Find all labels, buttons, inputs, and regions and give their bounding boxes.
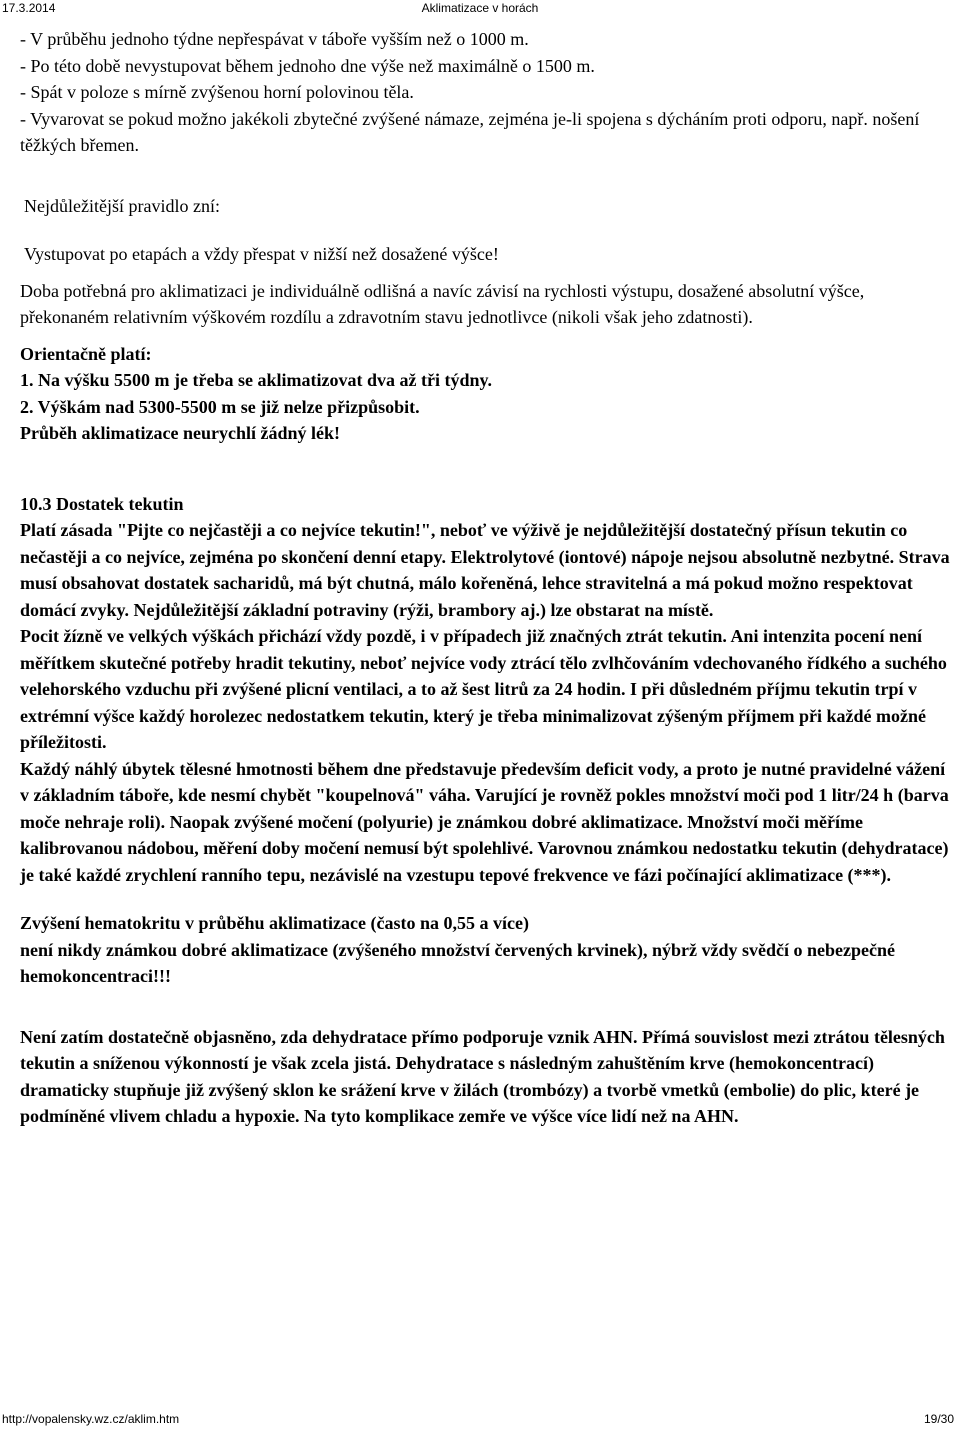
bullet-item: - Spát v poloze s mírně zvýšenou horní polovinou těla.: [20, 82, 414, 102]
orient-item: Průběh aklimatizace neurychlí žádný lék!: [20, 423, 340, 443]
rule-text: Vystupovat po etapách a vždy přespat v nižší než dosažené výšce!: [24, 244, 499, 264]
section-paragraph: Platí zásada "Pijte co nejčastěji a co nejvíce tekutin!", neboť ve výživě je nejdůležitější dostatečný přísun tekutin co nečastěji a co nejvíce, zejména po skončení denní etapy. Elektrolytové (iontové) nápoje nejsou absolutně nezbytné. Strava musí obsahovat dostatek sacharidů, má být chutná, málo kořeněná, lehce stravitelná a má pokud možno respektovat domácí zvyky. Nejdůležitější základní potraviny (rýži, brambory aj.) lze obstarat na místě.: [20, 520, 950, 620]
time-paragraph: Doba potřebná pro aklimatizaci je individuálně odlišná a navíc závisí na rychlosti výstupu, dosažené absolutní výšce, překonaném relativním výškovém rozdílu a zdravotním stavu jednotlivce (nikoli však jeho zdatnosti).: [20, 280, 865, 327]
hematocrit-text: není nikdy známkou dobré aklimatizace (zvýšeného množství červených krvinek), nýbrž vždy svědčí o nebezpečné hemokoncentraci!!!: [20, 939, 895, 986]
orient-item: 1. Na výšku 5500 m je třeba se aklimatizovat dva až tři týdny.: [20, 370, 492, 390]
hematocrit-heading: Zvýšení hematokritu v průběhu aklimatizace (často na 0,55 a více): [20, 913, 529, 933]
article-body: [20, 26, 950, 1130]
final-paragraph: Není zatím dostatečně objasněno, zda dehydratace přímo podporuje vznik AHN. Přímá souvislost mezi ztrátou tělesných tekutin a sníženou výkonností je však zcela jistá. Dehydratace s následným zahuštěním krve (hemokoncentrací) dramaticky stupňuje již zvýšený sklon ke srážení krve v žilách (trombózy) a tvorbě vmetků (embolie) do plic, které je podmíněné vlivem chladu a hypoxie. Na tyto komplikace zemře ve výšce více lidí než na AHN.: [20, 1026, 945, 1126]
bullet-item: - Vyvarovat se pokud možno jakékoli zbytečné zvýšené námaze, zejména je-li spojena s dýcháním proti odporu, např. nošení těžkých břemen.: [20, 108, 920, 155]
bullet-item: - Po této době nevystupovat během jednoho dne výše než maximálně o 1500 m.: [20, 55, 595, 76]
print-date: 17.3.2014: [2, 1, 56, 15]
rule-heading: Nejdůležitější pravidlo zní:: [24, 195, 220, 216]
print-footer: [0, 1410, 960, 1428]
bullet-item: - V průběhu jednoho týdne nepřespávat v táboře vyšším než o 1000 m.: [20, 29, 529, 49]
page-number: 19/30: [923, 1412, 954, 1426]
bullet-list: [20, 26, 950, 159]
source-url: http://vopalensky.wz.cz/aklim.htm: [2, 1412, 180, 1426]
section-paragraph: Každý náhlý úbytek tělesné hmotnosti během dne představuje především deficit vody, a proto je nutné pravidelné vážení v základním táboře, kde nesmí chybět "koupelnová" váha. Varující je rovněž pokles množství moči pod 1 litr/24 h (barva moče nehraje roli). Naopak zvýšené močení (polyurie) je známkou dobré aklimatizace. Množství moči měříme kalibrovanou nádobou, měření doby močení nemusí být spolehlivé. Varovnou známkou nedostatku tekutin (dehydratace) je také každé zrychlení ranního tepu, nezávislé na vzestupu tepové frekvence ve fázi počínající aklimatizace (***).: [20, 758, 949, 885]
print-header: [0, 0, 960, 18]
orient-heading: Orientačně platí:: [20, 343, 152, 364]
page-title: Aklimatizace v horách: [421, 1, 539, 15]
section-paragraph: Pocit žízně ve velkých výškách přichází vždy pozdě, i v případech již značných ztrát tekutin. Ani intenzita pocení není měřítkem skutečné potřeby hradit tekutiny, neboť nejvíce vody ztrácí tělo zvlhčováním vdechovaného řídkého a suchého velehorského vzduchu při zvýšené plicní ventilaci, a to až šest litrů za 24 hodin. I při důsledném příjmu tekutin trpí v extrémní výšce každý horolezec nedostatkem tekutin, který je třeba minimalizovat zýšeným příjmem při každé možné příležitosti.: [20, 626, 947, 752]
orient-item: 2. Výškám nad 5300-5500 m se již nelze přizpůsobit.: [20, 396, 420, 417]
section-title: 10.3 Dostatek tekutin: [20, 493, 184, 514]
